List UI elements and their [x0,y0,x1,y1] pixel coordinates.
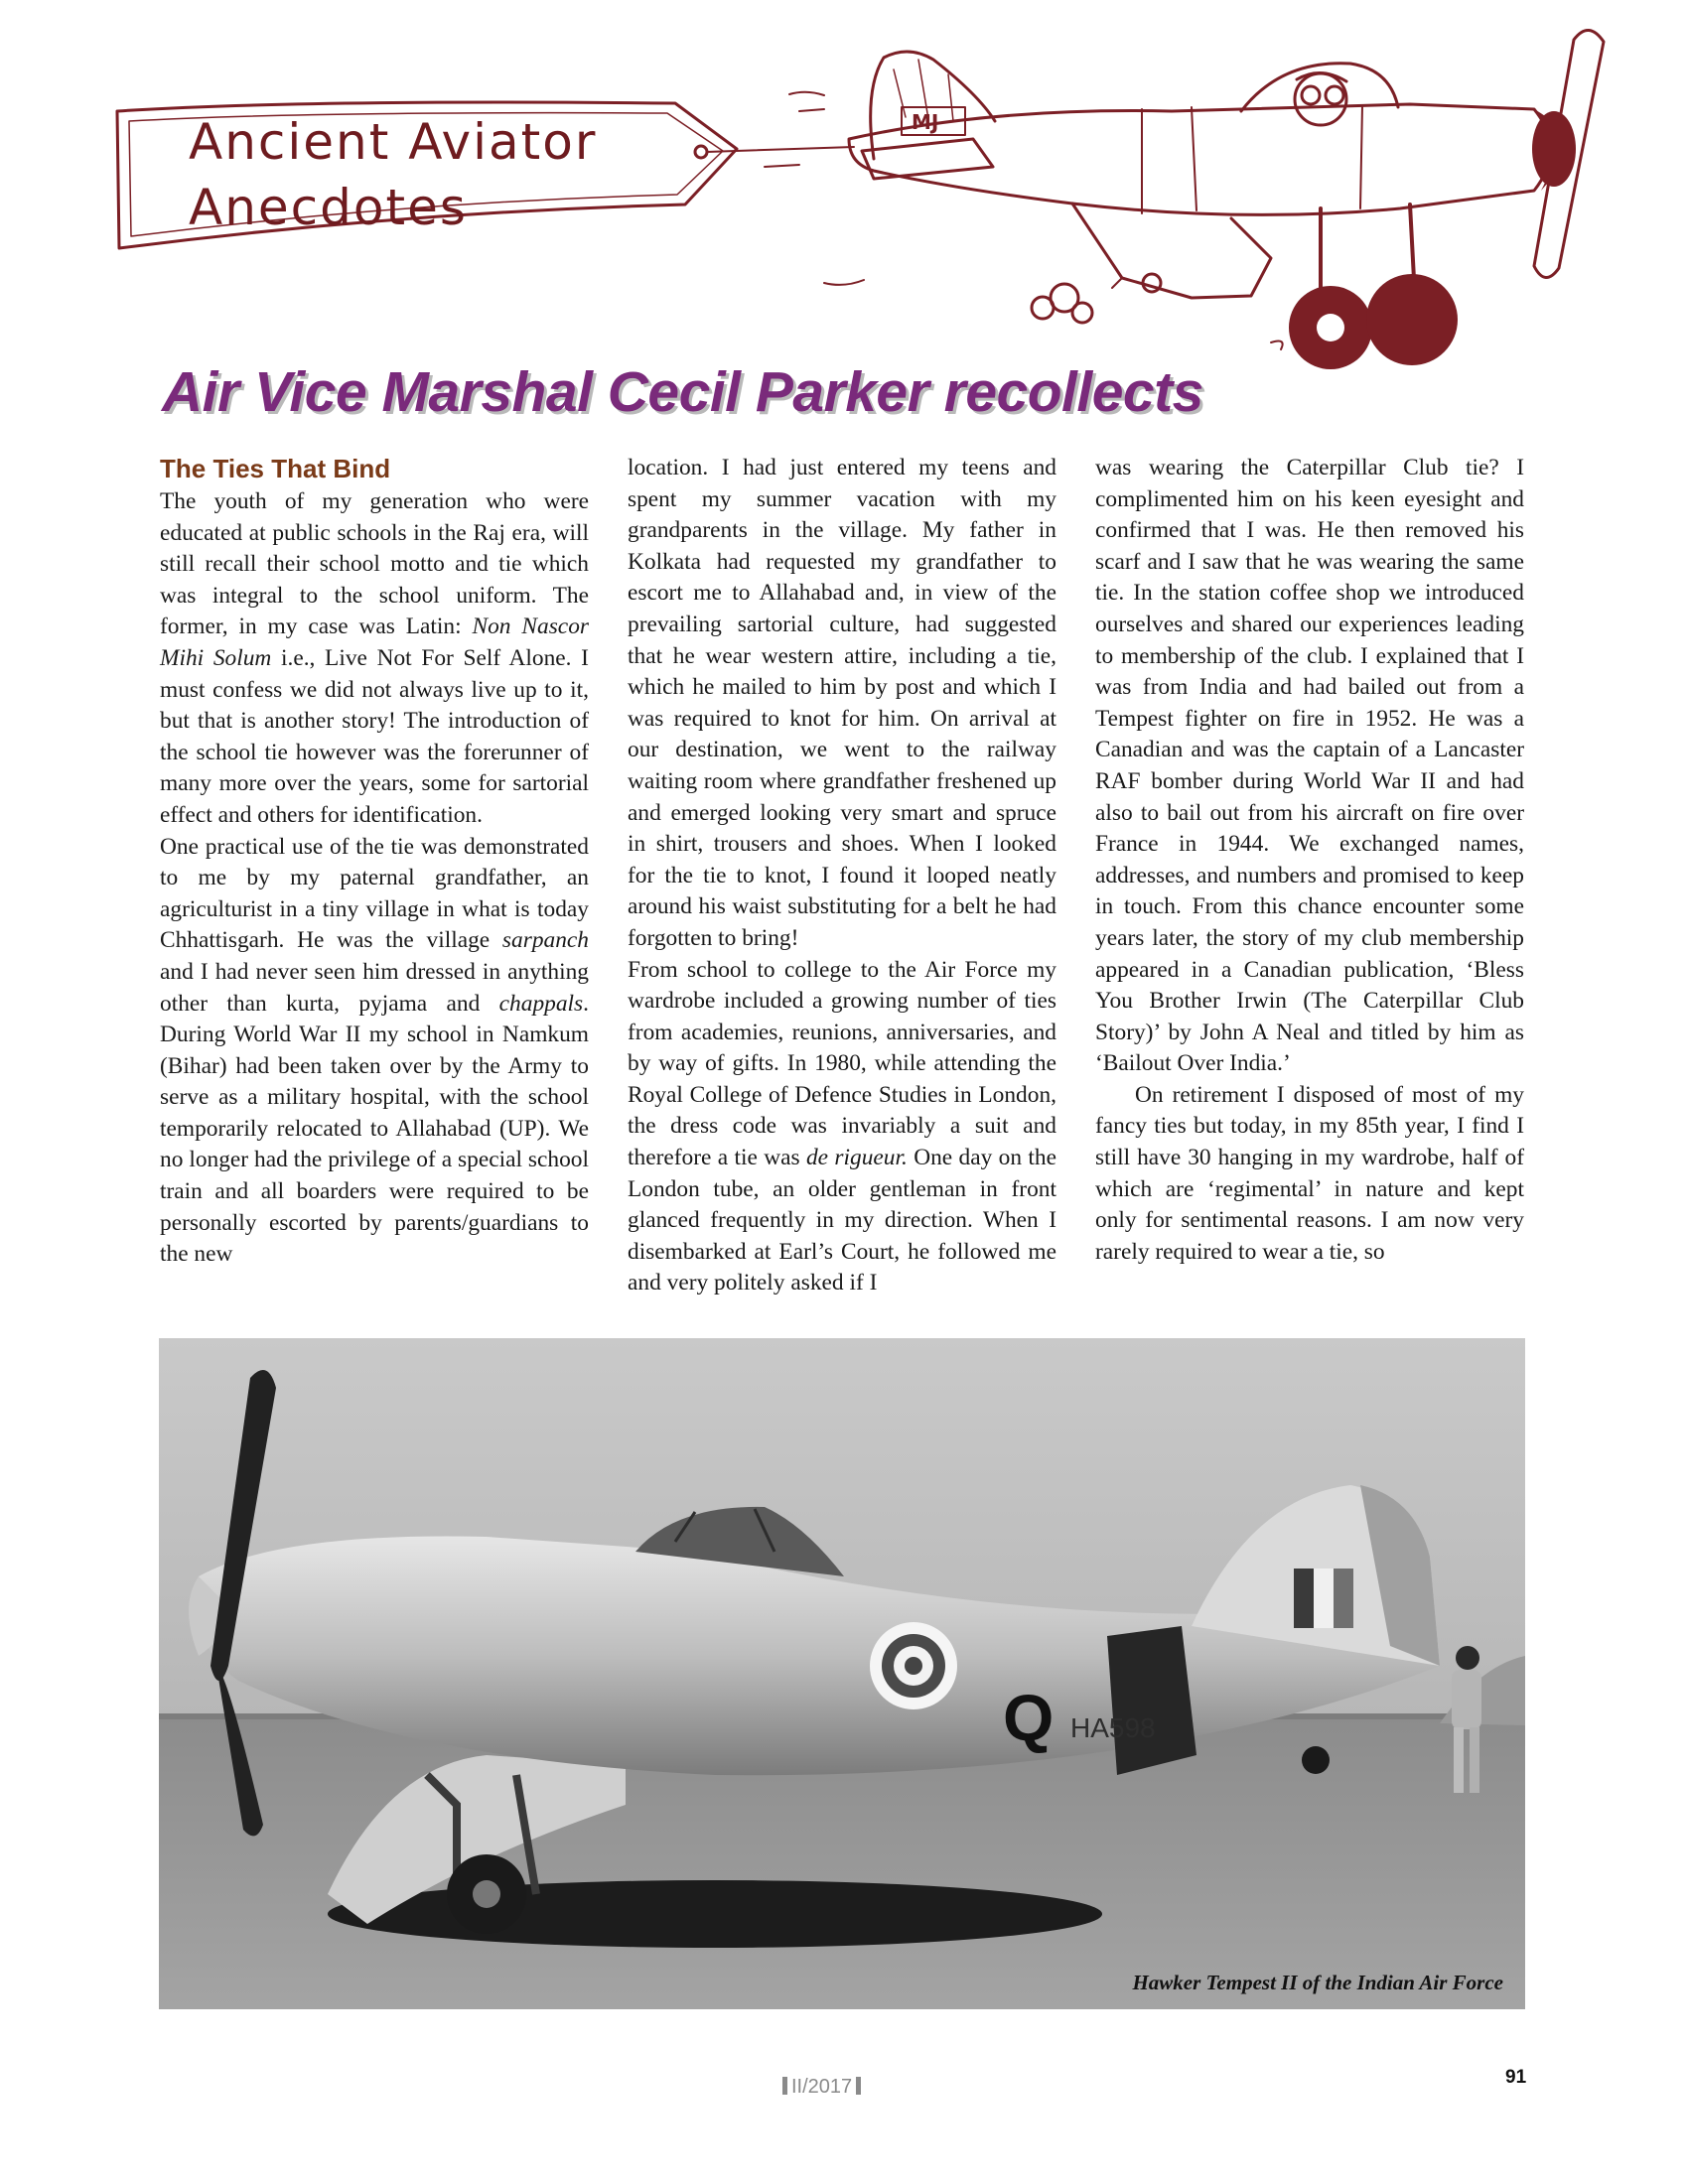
plane-fuselage [849,104,1551,214]
plane-wheel-rear [1366,274,1458,365]
paragraph: location. I had just entered my teens and spent my summer vacation with my grandparents in the village. My father in Kolkata had requested my grandfather to escort me to Allahabad and, in view of the prevailing sartorial culture, had suggested that he wear western attire, including a tie, which he mailed to him by post and which I was required to knot for him. On arrival at our destination, we went to the railway waiting room where grandfather freshened up and emerged looking very smart and spruce in shirt, trousers and shoes. When I looked for the tie to knot, I found it looped neatly around his waist substituting for a belt he had forgotten to bring! [628,455,1056,951]
footer-bar [856,2077,861,2095]
footer-bar [782,2077,787,2095]
series-title-line1: Ancient Aviator [189,113,598,171]
paragraph: From school to college to the Air Force my wardrobe included a growing number of ties from academies, reunions, anniversaries, and by way of gifts. In 1980, while attending the Royal College of Defence Studies in London, the dress code was invariably a suit and therefore a tie was de rigueur. One day on the London tube, an older gentleman in front glanced frequently in my direction. When I disembarked at Earl’s Court, he followed me and very politely asked if I [628,956,1056,1297]
photo-caption: Hawker Tempest II of the Indian Air Force [1132,1971,1503,1994]
ground-crew-head [1456,1646,1479,1670]
series-title [189,109,597,240]
paragraph: On retirement I disposed of most of my fancy ties but today, in my 85th year, I find I still have 30 hanging in my wardrobe, half of which are ‘regimental’ in nature and kept only for sentimental reasons. I am now very rarely required to wear a tie, so [1095,1081,1524,1265]
article-column-3 [1095,453,1524,1268]
plane-wing [1072,204,1271,298]
issue-label: II/2017 [778,2076,865,2099]
aircraft-shadow [328,1880,1102,1948]
article-headline: Air Vice Marshal Cecil Parker recollects [162,360,1203,424]
tail-wheel [1302,1746,1330,1774]
paragraph: was wearing the Caterpillar Club tie? I complimented him on his keen eyesight and confirmed that I was. He then removed his scarf and I saw that he was wearing the same tie. In the station coffee shop we introduced ourselves and shared our experiences leading to membership of the club. I explained that I was from India and had bailed out from a Tempest fighter on fire in 1952. He was a Canadian and was the captain of a Lancaster RAF bomber during World War II and had also to bail out from his aircraft on fire over France in 1944. We exchanged names, addresses, and numbers and promised to keep in touch. From this chance encounter some years later, the story of my club membership appeared in a Canadian publication, ‘Bless You Brother Irwin (The Caterpillar Club Story)’ by John A Neal and titled by him as ‘Bailout Over India.’ [1095,455,1524,1077]
serial-number: HA598 [1070,1712,1156,1743]
fuselage-letter: Q [1003,1681,1055,1754]
article-column-1 [160,453,589,1271]
article-column-2 [628,453,1056,1299]
page-number: 91 [1505,2067,1527,2088]
series-title-line2: Anecdotes [189,179,468,236]
paragraph: The youth of my generation who were educated at public schools in the Raj era, will still recall their school motto and tie which was integral to the school uniform. The former, in my case was Latin: Non Nascor Mihi Solum i.e., Live Not For Self Alone. I must confess we did not always live up to it, but that is another story! The introduction of the school tie however was the forerunner of many more over the years, some for sartorial effect and others for identification. [160,488,589,828]
paragraph: One practical use of the tie was demonstrated to me by my paternal grandfather, an agriculturist in a tiny village in what is today Chhattisgarh. He was the village sarpanch and I had never seen him dressed in anything other than kurta, pyjama and chappals. During World War II my school in Namkum (Bihar) had been taken over by the Army to serve as a military hospital, with the school temporarily relocated to Allahabad (UP). We no longer had the privilege of a special school train and all boarders were required to be personally escorted by parents/guardians to the new [160,833,589,1268]
section-heading: The Ties That Bind [160,454,391,483]
plane-marking: MJ [912,110,939,134]
aircraft-photo [159,1338,1525,2009]
